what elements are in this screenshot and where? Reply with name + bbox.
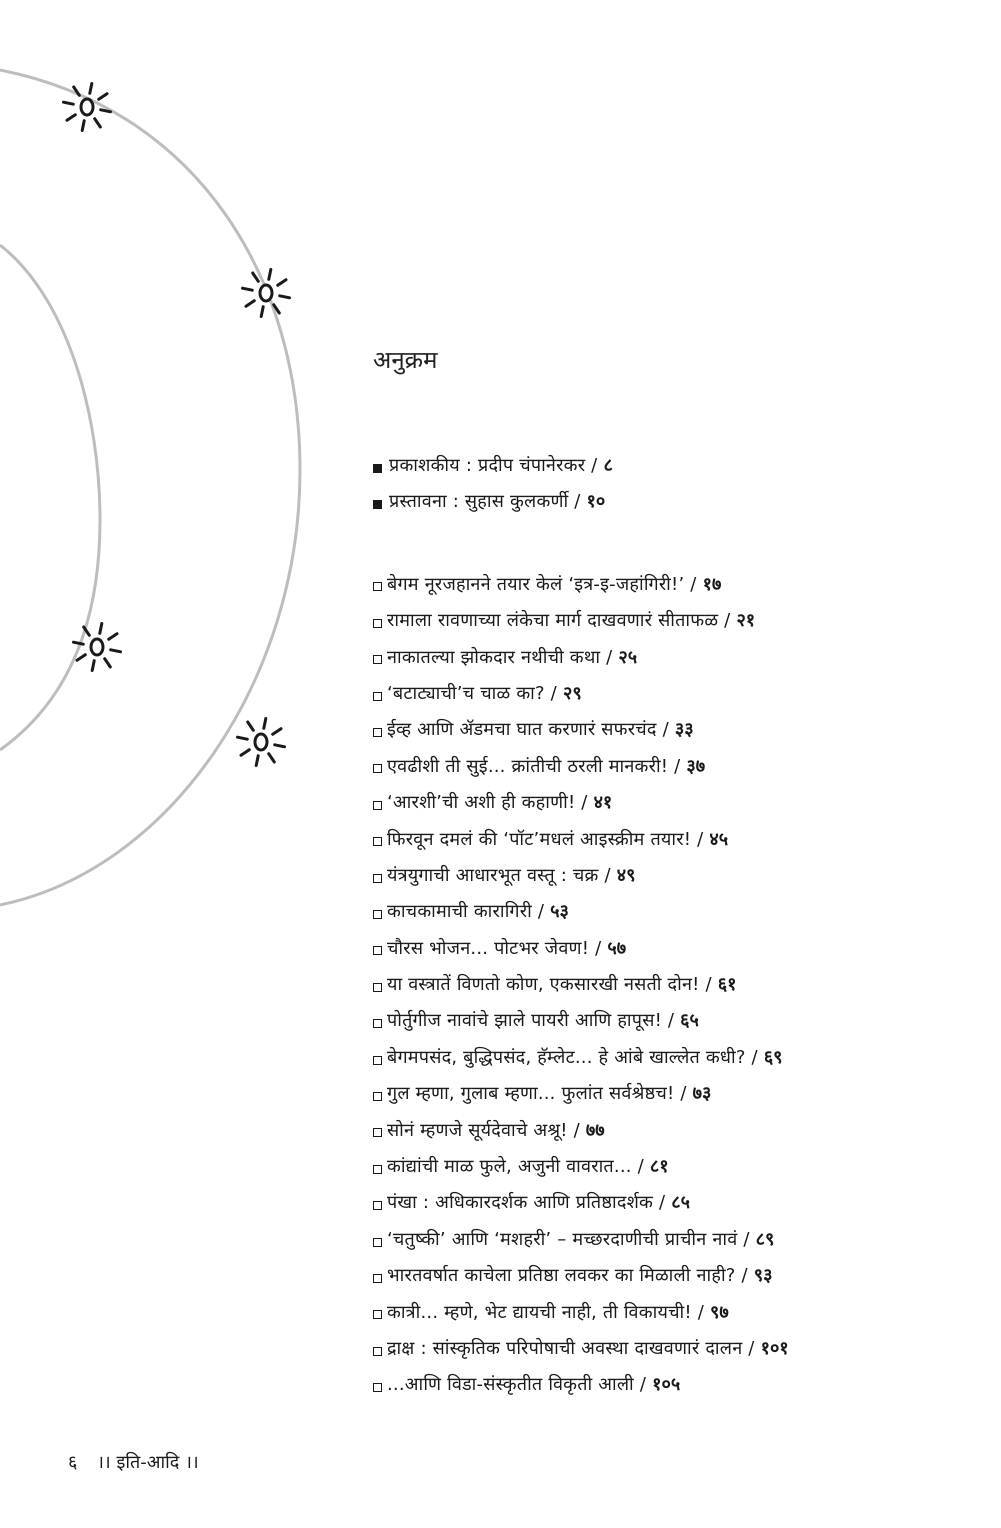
toc-entry-page: ८१: [649, 1156, 669, 1178]
toc-entry: [373, 931, 993, 967]
hollow-square-bullet-icon: [373, 1128, 382, 1137]
toc-entry-title: पंखा : अधिकारदर्शक आणि प्रतिष्ठादर्शक /: [387, 1192, 666, 1214]
filled-square-bullet-icon: [373, 500, 382, 509]
toc-entry-title: गुल म्हणा, गुलाब म्हणा... फुलांत सर्वश्रेष्ठच! /: [387, 1083, 687, 1105]
hollow-square-bullet-icon: [373, 1347, 382, 1356]
toc-entry-title: ईव्ह आणि ॲडमचा घात करणारं सफरचंद /: [387, 719, 669, 741]
toc-entry: [373, 858, 993, 894]
toc-entry-page: ९३: [753, 1265, 773, 1287]
toc-entry: [373, 448, 993, 484]
toc-list: [373, 448, 993, 1404]
toc-entry-page: ८९: [755, 1228, 775, 1250]
toc-heading: अनुक्रम: [373, 346, 438, 374]
toc-entry-title: कांद्यांची माळ फुले, अजुनी वावरात... /: [387, 1156, 644, 1178]
page-footer: [68, 1450, 199, 1476]
toc-entry: [373, 749, 993, 785]
toc-entry-page: ७३: [692, 1083, 712, 1105]
toc-entry: [373, 567, 993, 603]
hollow-square-bullet-icon: [373, 1092, 382, 1101]
toc-entry-title: ‘चतुष्की’ आणि ‘मशहरी’ – मच्छरदाणीची प्राचीन नावं /: [387, 1228, 750, 1250]
toc-entry-page: ९७: [709, 1301, 729, 1323]
hollow-square-bullet-icon: [373, 837, 382, 846]
toc-entry-page: ४५: [709, 828, 729, 850]
hollow-square-bullet-icon: [373, 1310, 382, 1319]
toc-entry-page: २५: [618, 646, 638, 668]
toc-entry: [373, 1222, 993, 1258]
hollow-square-bullet-icon: [373, 728, 382, 737]
hollow-square-bullet-icon: [373, 1019, 382, 1028]
hollow-square-bullet-icon: [373, 582, 382, 591]
toc-entry-page: ८: [603, 455, 613, 476]
hollow-square-bullet-icon: [373, 655, 382, 664]
hollow-square-bullet-icon: [373, 801, 382, 810]
toc-entry: [373, 1149, 993, 1185]
toc-entry-title: कात्री... म्हणे, भेट द्यायची नाही, ती विकायची! /: [387, 1301, 704, 1323]
toc-entry-title: भारतवर्षात काचेला प्रतिष्ठा लवकर का मिळाली नाही? /: [387, 1265, 748, 1287]
toc-entry: [373, 1367, 993, 1403]
toc-entry-page: ४९: [616, 864, 636, 886]
toc-entry-title: फिरवून दमलं की ‘पॉट’मधलं आइस्क्रीम तयार! /: [387, 828, 704, 850]
toc-entry-page: ३३: [674, 719, 694, 741]
toc-entry-title: एवढीशी ती सुई... क्रांतीची ठरली मानकरी! /: [387, 755, 681, 777]
toc-entry-page: १०१: [760, 1337, 789, 1359]
toc-entry: [373, 1185, 993, 1221]
hollow-square-bullet-icon: [373, 946, 382, 955]
toc-entry: [373, 1040, 993, 1076]
hollow-square-bullet-icon: [373, 764, 382, 773]
hollow-square-bullet-icon: [373, 1201, 382, 1210]
hollow-square-bullet-icon: [373, 1274, 382, 1283]
toc-entry: [373, 1258, 993, 1294]
toc-entry: [373, 1076, 993, 1112]
toc-entry-title: सोनं म्हणजे सूर्यदेवाचे अश्रू! /: [387, 1119, 580, 1141]
toc-entry: [373, 640, 993, 676]
toc-entry-title: प्रकाशकीय : प्रदीप चंपानेरकर /: [389, 455, 598, 476]
hollow-square-bullet-icon: [373, 1238, 382, 1247]
sun-icon: [65, 615, 129, 679]
toc-entry: [373, 1113, 993, 1149]
toc-entry-page: १०: [586, 491, 606, 513]
toc-entry: [373, 822, 993, 858]
toc-entry-page: ६५: [680, 1010, 699, 1032]
toc-entry-title: ...आणि विडा-संस्कृतीत विकृती आली /: [387, 1374, 647, 1396]
toc-entry-title: द्राक्ष : सांस्कृतिक परिपोषाची अवस्था दाखवणारं दालन /: [387, 1337, 755, 1359]
hollow-square-bullet-icon: [373, 619, 382, 628]
toc-entry: [373, 785, 993, 821]
toc-entry-page: ६९: [763, 1046, 783, 1068]
toc-entry-page: ७७: [585, 1119, 605, 1141]
toc-entry-page: १०५: [652, 1374, 681, 1396]
toc-entry-page: २१: [736, 610, 756, 632]
toc-entry-page: १७: [702, 573, 722, 595]
hollow-square-bullet-icon: [373, 1383, 382, 1392]
hollow-square-bullet-icon: [373, 1165, 382, 1174]
toc-entry-page: ५३: [550, 901, 569, 923]
sun-icon: [234, 261, 298, 325]
toc-entry-title: प्रस्तावना : सुहास कुलकर्णी /: [389, 491, 581, 513]
toc-entry-page: ३७: [686, 755, 706, 777]
toc-entry: [373, 967, 993, 1003]
toc-entry: [373, 1331, 993, 1367]
sun-icon: [55, 75, 119, 139]
toc-entry-page: ४१: [593, 792, 613, 814]
book-title: ।। इति-आदि ।।: [97, 1452, 199, 1473]
toc-entry-title: रामाला रावणाच्या लंकेचा मार्ग दाखवणारं सीताफळ /: [387, 610, 731, 632]
hollow-square-bullet-icon: [373, 874, 382, 883]
toc-entry-title: बेगमपसंद, बुद्धिपसंद, हॅम्लेट... हे आंबे खाल्लेत कधी? /: [387, 1046, 758, 1068]
hollow-square-bullet-icon: [373, 1056, 382, 1065]
page-number: ६: [68, 1452, 78, 1473]
toc-entry: [373, 676, 993, 712]
toc-entry-page: ५७: [607, 937, 627, 959]
toc-entry-title: ‘बटाट्याची’च चाळ का? /: [387, 682, 557, 704]
toc-entry: [373, 712, 993, 748]
outer-orbit-line: [0, 70, 300, 905]
toc-entry-title: नाकातल्या झोकदार नथीची कथा /: [387, 646, 613, 668]
toc-entry-page: ६१: [717, 974, 737, 996]
toc-entry-title: यंत्रयुगाची आधारभूत वस्तू : चक्र /: [387, 864, 611, 886]
toc-entry: [373, 603, 993, 639]
filled-square-bullet-icon: [373, 464, 382, 473]
hollow-square-bullet-icon: [373, 910, 382, 919]
toc-entry-title: या वस्त्रातें विणतो कोण, एकसारखी नसती दोन! /: [387, 974, 712, 996]
toc-entry-title: चौरस भोजन... पोटभर जेवण! /: [387, 937, 602, 959]
toc-entry: [373, 894, 993, 930]
toc-entry: [373, 1295, 993, 1331]
toc-entry-title: ‘आरशी’ची अशी ही कहाणी! /: [387, 792, 588, 814]
toc-entry-title: काचकामाची कारागिरी /: [387, 901, 545, 923]
sun-icon: [229, 710, 293, 774]
toc-entry: [373, 484, 993, 520]
toc-entry: [373, 1003, 993, 1039]
toc-entry-page: ८५: [671, 1192, 690, 1214]
toc-entry-title: पोर्तुगीज नावांचे झाले पायरी आणि हापूस! /: [387, 1010, 675, 1032]
hollow-square-bullet-icon: [373, 692, 382, 701]
toc-entry-title: बेगम नूरजहानने तयार केलं ‘इत्र-इ-जहांगिरी!’ /: [387, 573, 697, 595]
toc-entry-page: २९: [562, 682, 582, 704]
hollow-square-bullet-icon: [373, 983, 382, 992]
